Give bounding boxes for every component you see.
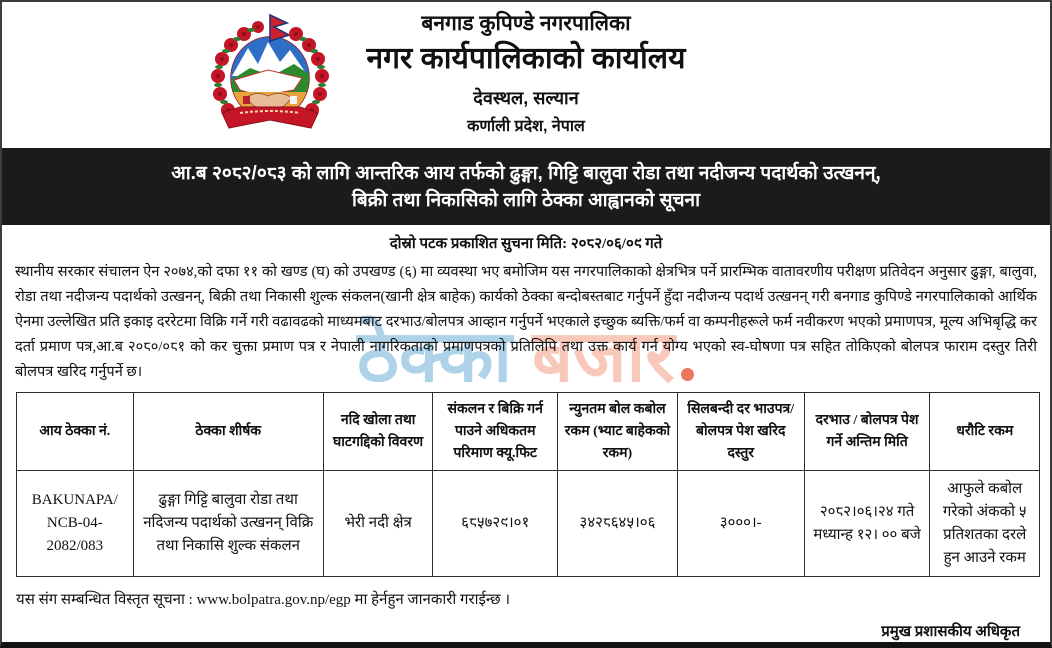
publish-date-line: दोस्रो पटक प्रकाशित सुचना मिति: २०८२/०६/०९ गते (389, 236, 663, 252)
office-location: देवस्थल, सल्यान (473, 88, 579, 108)
notice-body-section (2, 257, 1050, 397)
column-header-min-bid-amount: न्युनतम बोल कबोल रकम (भ्याट बाहेकको रकम) (558, 393, 678, 471)
cell-deadline: २०८२।०६।२४ गते मध्यान्ह १२। ०० बजे (804, 471, 930, 577)
office-name: नगर कार्यपालिकाको कार्यालय (366, 42, 686, 75)
cell-deposit: आफुले कबोल गरेको अंकको ५ प्रतिशतका दरले हुन आउने रकम (930, 471, 1040, 577)
cell-river-detail: भेरी नदी क्षेत्र (323, 471, 432, 577)
nepal-flag-icon (270, 15, 289, 41)
cell-tender-title: ढुङ्गा गिट्टि बालुवा रोडा तथा नदिजन्य पदार्थको उत्खनन् विक्रि तथा निकासि शुल्क संकलन (133, 471, 323, 577)
footer-note: यस संग सम्बन्धित विस्तृत सूचना : www.bolpatra.gov.np/egp मा हेर्नहुन जानकारी गराईन्छ । (16, 592, 511, 608)
notice-title-banner (2, 148, 1050, 225)
column-header-deposit: धरौटि रकम (930, 393, 1040, 471)
notice-title-line1: आ.ब २०८२/०८३ को लागि आन्तरिक आय तर्फको ढुङ्गा, गिट्टि बालुवा रोडा तथा नदीजन्य पदार्थको उत्खनन्, (171, 163, 881, 184)
tender-table-row (17, 471, 1040, 577)
cell-tender-no: BAKUNAPA/ NCB-04- 2082/083 (17, 471, 134, 577)
watermark-text-blue: ठेक्का (357, 317, 513, 397)
column-header-tender-no: आय ठेक्का नं. (17, 393, 134, 471)
notice-title-line2: बिक्री तथा निकासिको लागि ठेक्का आह्वानको सूचना (351, 190, 701, 211)
column-header-tender-title: ठेक्का शीर्षक (133, 393, 323, 471)
document-header (2, 2, 1050, 148)
cell-form-fee: ३०००।- (677, 471, 804, 577)
office-province: कर्णाली प्रदेश, नेपाल (467, 118, 585, 135)
nepal-government-emblem-icon (210, 14, 330, 140)
column-header-river-detail: नदि खोला तथा घाटगद्दिको विवरण (323, 393, 432, 471)
column-header-max-quantity: संकलन र बिक्रि गर्न पाउने अधिकतम परिमाण क्यू.फिट (433, 393, 558, 471)
cell-max-quantity: ६८५७२९।०१ (433, 471, 558, 577)
municipality-name: बनगाड कुपिण्डे नगरपालिका (421, 12, 631, 35)
column-header-form-fee: सिलबन्दी दर भाउपत्र/बोलपत्र पेश खरिद दस्तुर (677, 393, 804, 471)
notice-body-paragraph: स्थानीय सरकार संचालन ऐन २०७४,को दफा ११ को खण्ड (घ) को उपखण्ड (६) मा व्यवस्था भए बमोजिम यस नगरपालिकाको क्षेत्रभित्र पर्ने प्रारम्भिक वातावरणीय परीक्षण प्रतिवेदन अनुसार ढुङ्गा, बालुवा, रोडा तथा नदीजन्य पदार्थको उत्खनन्, बिक्री तथा निकासी शुल्क संकलन(खानी क्षेत्र बाहेक) कार्यको ठेक्का बन्दोबस्तबाट गर्नुपर्ने हुँदा नदीजन्य पदार्थ उत्खनन् गरी बनगाड कुपिण्डे नगरपालिकाको आर्थिक ऐनमा उल्लेखित प्रति इकाइ दररेटमा विक्रि गर्ने गरी वढावढको माध्यमबाट दरभाउ/बोलपत्र आव्हान गर्नुपर्ने भएकाले इच्छुक ब्यक्ति/फर्म वा कम्पनीहरूले फर्म नवीकरण भएको प्रमाणपत्र, मूल्य अभिबृद्धि कर दर्ता प्रमाण पत्र,आ.ब २०८०/०८१ को कर चुक्ता प्रमाण पत्र र नेपाली नागरिकताको प्रमाणपत्रको प्रतिलिपि तथा उक्त कार्य गर्न योग्य भएको स्व-घोषणा पत्र सहित तोकिएको बोलपत्र फाराम दस्तुर तिरी बोलपत्र खरिद गर्नुपर्ने छ। (15, 264, 1037, 380)
signature-title: प्रमुख प्रशासकीय अधिकृत (881, 624, 1020, 640)
column-header-deadline: दरभाउ / बोलपत्र पेश गर्ने अन्तिम मिति (804, 393, 930, 471)
table-header-row (17, 393, 1040, 471)
cell-min-bid-amount: ३४२८६४५।०६ (558, 471, 678, 577)
watermark-text-pink: बजार (532, 317, 675, 397)
tender-table (16, 392, 1040, 577)
